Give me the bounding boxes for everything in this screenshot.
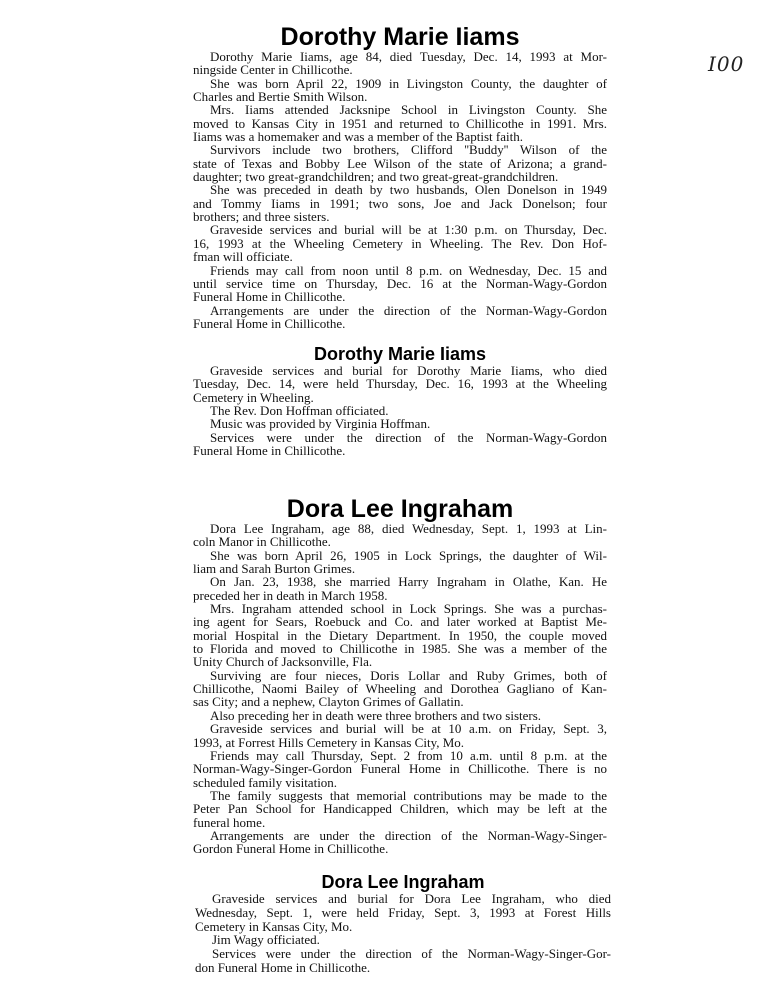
- paragraph: [193, 77, 607, 104]
- text-line: Cemetery in Kansas City, Mo.: [195, 918, 353, 934]
- paragraph: [193, 709, 607, 722]
- obituary-article: [193, 24, 607, 330]
- paragraph: [195, 892, 611, 933]
- text-line: Survivors include two brothers, Clifford ''Buddy'' Wilson of the: [210, 142, 607, 158]
- text-line: Mrs. Ingraham attended school in Lock Springs. She was a purchas-: [210, 601, 607, 617]
- text-line: Arrangements are under the direction of the Norman-Wagy-Singer-: [210, 827, 607, 843]
- text-line: Gordon Funeral Home in Chillicothe.: [193, 841, 389, 857]
- text-line: 1993, at Forrest Hills Cemetery in Kansas City, Mo.: [193, 734, 465, 750]
- text-line: On Jan. 23, 1938, she married Harry Ingraham in Olathe, Kan. He: [210, 574, 607, 590]
- paragraph: [193, 304, 607, 331]
- text-line: Iiams was a homemaker and was a member of the Baptist faith.: [193, 129, 523, 145]
- text-line: preceded her in death in March 1958.: [193, 587, 388, 603]
- obituary-article: [193, 496, 607, 856]
- text-line: Charles and Bertie Smith Wilson.: [193, 89, 368, 105]
- text-line: Music was provided by Virginia Hoffman.: [210, 416, 431, 432]
- text-line: Graveside services and burial will be at 10 a.m. on Friday, Sept. 3,: [210, 721, 607, 737]
- paragraph: [195, 947, 611, 975]
- paragraph: [193, 549, 607, 576]
- text-line: Graveside services and burial will be at 1:30 p.m. on Thursday, Dec.: [210, 222, 607, 238]
- text-line: Services were under the direction of the Norman-Wagy-Gordon: [210, 429, 607, 445]
- paragraph: [193, 789, 607, 829]
- paragraph: [193, 749, 607, 789]
- text-line: Cemetery in Wheeling.: [193, 389, 314, 405]
- text-line: don Funeral Home in Chillicothe.: [195, 959, 371, 975]
- text-line: 16, 1993 at the Wheeling Cemetery in Wheeling. The Rev. Don Hof-: [193, 235, 607, 251]
- text-line: Mrs. Iiams attended Jacksnipe School in Livingston County. She: [210, 102, 607, 118]
- text-line: Jim Wagy officiated.: [212, 932, 320, 948]
- text-line: ningside Center in Chillicothe.: [193, 62, 353, 78]
- text-line: ing agent for Sears, Roebuck and Co. and later worked at Baptist Me-: [193, 614, 607, 630]
- text-line: until service time on Thursday, Dec. 16 at the Norman-Wagy-Gordon: [193, 275, 607, 291]
- text-line: She was born April 22, 1909 in Livingston County, the daughter of: [210, 75, 607, 91]
- text-line: coln Manor in Chillicothe.: [193, 534, 331, 550]
- paragraph: [193, 669, 607, 709]
- text-line: Peter Pan School for Handicapped Children, which may be left at the: [193, 801, 607, 817]
- text-line: funeral home.: [193, 814, 266, 830]
- paragraph: [193, 575, 607, 602]
- paragraph: [193, 404, 607, 417]
- text-line: moved to Kansas City in 1951 and returned to Chillicothe in 1991. Mrs.: [193, 115, 607, 131]
- paragraph: [193, 50, 607, 77]
- article-heading: Dorothy Marie Iiams: [313, 344, 487, 364]
- text-line: state of Texas and Bobby Lee Wilson of the state of Arizona; a grand-: [193, 155, 607, 171]
- text-line: scheduled family visitation.: [193, 774, 338, 790]
- service-notice-article: [193, 344, 607, 457]
- text-line: Funeral Home in Chillicothe.: [193, 443, 346, 459]
- text-line: Graveside services and burial for Dorothy Marie Iiams, who died: [210, 363, 607, 378]
- text-line: Wednesday, Sept. 1, were held Friday, Sept. 3, 1993 at Forest Hills: [195, 904, 611, 920]
- article-heading: Dora Lee Ingraham: [286, 495, 514, 523]
- text-line: She was preceded in death by two husbands, Olen Donelson in 1949: [210, 182, 607, 198]
- text-line: Dorothy Marie Iiams, age 84, died Tuesday, Dec. 14, 1993 at Mor-: [210, 49, 607, 64]
- text-line: Surviving are four nieces, Doris Lollar and Ruby Grimes, both of: [210, 667, 607, 683]
- text-line: Friends may call from noon until 8 p.m. on Wednesday, Dec. 15 and: [210, 262, 607, 278]
- text-line: Funeral Home in Chillicothe.: [193, 315, 346, 331]
- service-notice-article: [195, 872, 611, 975]
- text-line: She was born April 26, 1905 in Lock Springs, the daughter of Wil-: [210, 547, 607, 563]
- paragraph: [193, 143, 607, 183]
- handwritten-margin-note: I00: [708, 52, 745, 76]
- text-line: morial Hospital in the Dietary Department. In 1950, the couple moved: [193, 627, 607, 643]
- text-line: Unity Church of Jacksonville, Fla.: [193, 654, 373, 670]
- paragraph: [193, 722, 607, 749]
- text-line: and Tommy Iiams in 1991; two sons, Joe and Jack Donelson; four: [193, 195, 607, 211]
- paragraph: [193, 264, 607, 304]
- text-line: Tuesday, Dec. 14, were held Thursday, Dec. 16, 1993 at the Wheeling: [193, 376, 607, 392]
- paragraph: [193, 103, 607, 143]
- text-line: Dora Lee Ingraham, age 88, died Wednesday, Sept. 1, 1993 at Lin-: [210, 521, 607, 536]
- paragraph: [193, 417, 607, 430]
- text-line: Graveside services and burial for Dora Lee Ingraham, who died: [212, 891, 611, 906]
- text-line: Friends may call Thursday, Sept. 2 from 10 a.m. until 8 p.m. at the: [210, 747, 607, 763]
- paragraph: [193, 602, 607, 669]
- text-line: to Florida and moved to Chillicothe in 1985. She was a member of the: [193, 641, 607, 657]
- text-line: liam and Sarah Burton Grimes.: [193, 561, 356, 577]
- text-line: The Rev. Don Hoffman officiated.: [210, 403, 389, 419]
- paragraph: [193, 522, 607, 549]
- text-line: The family suggests that memorial contributions may be made to the: [210, 787, 607, 803]
- text-line: Funeral Home in Chillicothe.: [193, 289, 346, 305]
- paragraph: [193, 829, 607, 856]
- text-line: daughter; two great-grandchildren; and two great-great-grandchildren.: [193, 169, 559, 185]
- text-line: Arrangements are under the direction of the Norman-Wagy-Gordon: [210, 302, 607, 318]
- text-line: Also preceding her in death were three brothers and two sisters.: [210, 707, 542, 723]
- text-line: Chillicothe, Naomi Bailey of Wheeling and Dorothea Gagliano of Kan-: [193, 681, 607, 697]
- text-line: fman will officiate.: [193, 249, 293, 265]
- article-heading: Dorothy Marie Iiams: [280, 23, 520, 51]
- paragraph: [195, 933, 611, 947]
- text-line: Services were under the direction of the Norman-Wagy-Singer-Gor-: [212, 946, 611, 962]
- paragraph: [193, 364, 607, 404]
- article-heading: Dora Lee Ingraham: [321, 872, 485, 892]
- text-line: Norman-Wagy-Singer-Gordon Funeral Home in Chillicothe. There is no: [193, 761, 607, 777]
- paragraph: [193, 183, 607, 223]
- paragraph: [193, 223, 607, 263]
- text-line: brothers; and three sisters.: [193, 209, 330, 225]
- paragraph: [193, 431, 607, 458]
- text-line: sas City; and a nephew, Clayton Grimes of Gallatin.: [193, 694, 464, 710]
